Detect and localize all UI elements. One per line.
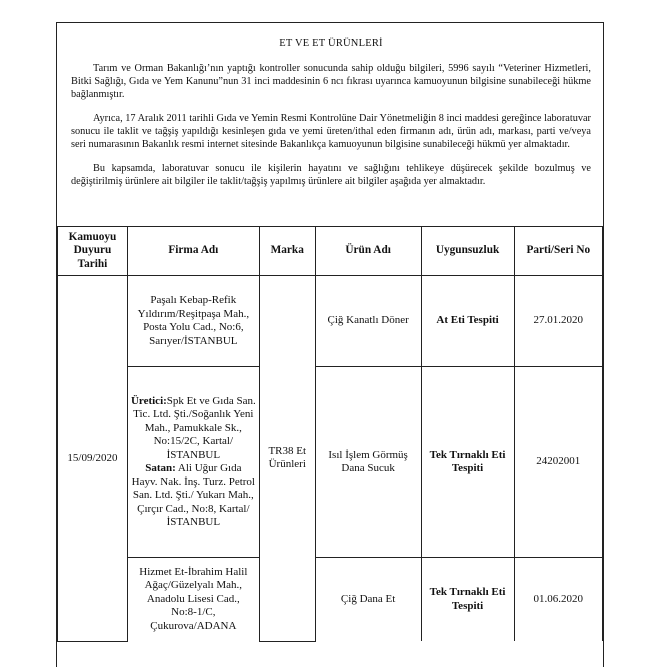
seller-label: Satan:	[145, 462, 176, 474]
cell-firm: Hizmet Et-İbrahim Halil Ağaç/Güzelyalı Mah., Anadolu Lisesi Cad., No:8-1/C, Çukurova/ADANA	[127, 558, 259, 642]
cell-lot: 24202001	[514, 367, 602, 558]
producer-label: Üretici:	[130, 394, 167, 407]
table-row	[58, 276, 603, 367]
recall-table	[57, 226, 603, 642]
header-lot: Parti/Seri No	[514, 227, 602, 276]
document-intro	[57, 23, 603, 188]
cell-date: 15/09/2020	[58, 276, 128, 642]
cell-brand: TR38 Et Ürünleri	[259, 276, 315, 642]
cell-firm	[127, 367, 259, 558]
paragraph-regulation: Ayrıca, 17 Aralık 2011 tarihli Gıda ve Yemin Resmi Kontrolüne Dair Yönetmeliğin 8 inci maddesi gereğince laboratuvar sonucu ile taklit ve tağşiş yapıldığı kesinleşen gıda ve yemi üreten/ithal eden firmanın adı, ürün adı, markası, parti ve/veya seri numarasının Bakanlık resmi internet sitesinde Bakanlıkça kamuoyunun bilgisine sunabileceği hükmü yer almaktadır.	[71, 113, 591, 150]
cell-product: Çiğ Dana Et	[315, 558, 421, 642]
header-product: Ürün Adı	[315, 227, 421, 276]
table-row	[58, 558, 603, 642]
paragraph-scope: Bu kapsamda, laboratuvar sonucu ile kişilerin hayatını ve sağlığını tehlikeye düşürecek şekilde bozulmuş ve değiştirilmiş ürünlere ait bilgiler ile taklit/tağşiş yapılmış ürünlere ait bilgiler aşağıda yer almaktadır.	[71, 163, 591, 187]
cell-issue: Tek Tırnaklı Eti Tespiti	[421, 367, 514, 558]
cell-lot: 27.01.2020	[514, 276, 602, 367]
cell-lot: 01.06.2020	[514, 558, 602, 642]
producer-text: Spk Et ve Gıda San. Tic. Ltd. Şti./Soğanlık Yeni Mah., Pamukkale Sk., No:15/2C, Kartal/İSTANBUL	[133, 394, 256, 461]
cell-product: Isıl İşlem Görmüş Dana Sucuk	[315, 367, 421, 558]
document-page	[56, 22, 604, 667]
header-firm: Firma Adı	[127, 227, 259, 276]
paragraph-legal-basis: Tarım ve Orman Bakanlığı’nın yaptığı kontroller sonucunda sahip olduğu bilgileri, 5996 sayılı “Veteriner Hizmetleri, Bitki Sağlığı, Gıda ve Yem Kanunu”nun 31 inci maddesinin 6 ncı fıkrası uyarınca kamuoyunun bilgisine sunabileceği hükme bağlanmıştır.	[71, 63, 591, 100]
header-brand: Marka	[259, 227, 315, 276]
cell-issue: At Eti Tespiti	[421, 276, 514, 367]
table-row	[58, 367, 603, 558]
table-header-row	[58, 227, 603, 276]
seller-text: Ali Uğur Gıda Hayv. Nak. İnş. Turz. Petrol San. Ltd. Şti./ Yukarı Mah., Çırçır Cad., No:8, Kartal/İSTANBUL	[131, 462, 255, 528]
header-date: Kamuoyu Duyuru Tarihi	[58, 227, 128, 276]
document-title: ET VE ET ÜRÜNLERİ	[279, 38, 383, 49]
cell-issue: Tek Tırnaklı Eti Tespiti	[421, 558, 514, 642]
cell-firm: Paşalı Kebap-Refik Yıldırım/Reşitpaşa Mah., Posta Yolu Cad., No:6, Sarıyer/İSTANBUL	[127, 276, 259, 367]
header-issue: Uygunsuzluk	[421, 227, 514, 276]
cell-product: Çiğ Kanatlı Döner	[315, 276, 421, 367]
